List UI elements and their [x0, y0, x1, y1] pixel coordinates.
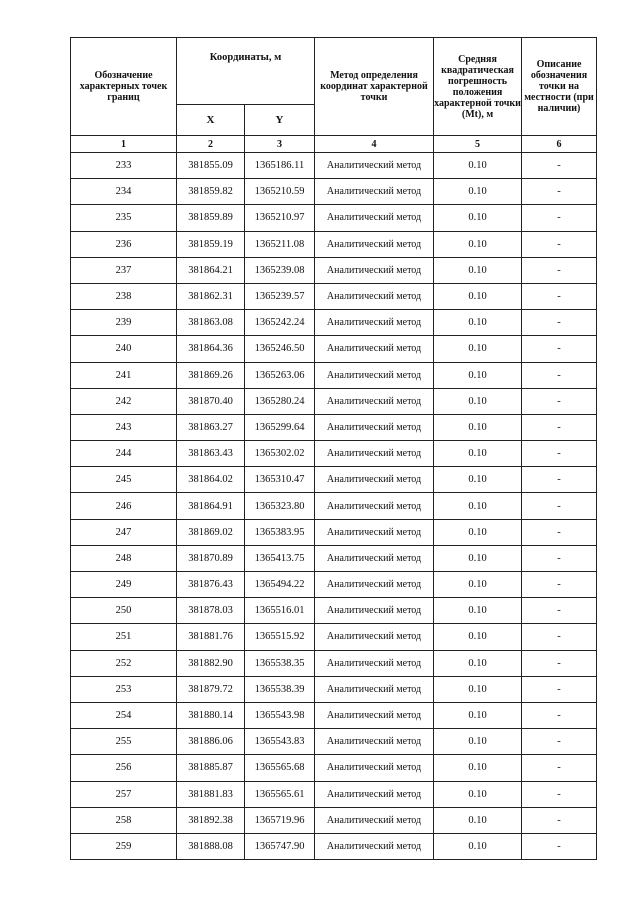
point-designation-cell: 246	[71, 493, 177, 519]
y-coordinate-cell: 1365565.61	[245, 781, 315, 807]
table-row	[71, 467, 597, 493]
point-designation-cell: 245	[71, 467, 177, 493]
header-x: X	[177, 105, 245, 136]
x-coordinate-cell: 381864.21	[177, 257, 245, 283]
method-cell: Аналитический метод	[315, 414, 434, 440]
x-coordinate-cell: 381870.40	[177, 388, 245, 414]
description-cell: -	[522, 153, 597, 179]
method-cell: Аналитический метод	[315, 702, 434, 728]
column-number-3: 3	[245, 136, 315, 153]
point-designation-cell: 237	[71, 257, 177, 283]
y-coordinate-cell: 1365516.01	[245, 598, 315, 624]
coordinates-table	[70, 37, 597, 860]
x-coordinate-cell: 381885.87	[177, 755, 245, 781]
mean-error-cell: 0.10	[434, 729, 522, 755]
x-coordinate-cell: 381864.02	[177, 467, 245, 493]
table-row	[71, 781, 597, 807]
mean-error-cell: 0.10	[434, 598, 522, 624]
point-designation-cell: 239	[71, 310, 177, 336]
table-row	[71, 283, 597, 309]
description-cell: -	[522, 519, 597, 545]
header-method: Метод определения координат характерной точки	[315, 38, 434, 136]
point-designation-cell: 234	[71, 179, 177, 205]
table-row	[71, 676, 597, 702]
table-row	[71, 362, 597, 388]
y-coordinate-cell: 1365210.97	[245, 205, 315, 231]
point-designation-cell: 233	[71, 153, 177, 179]
y-coordinate-cell: 1365302.02	[245, 441, 315, 467]
y-coordinate-cell: 1365280.24	[245, 388, 315, 414]
table-row	[71, 807, 597, 833]
mean-error-cell: 0.10	[434, 257, 522, 283]
table-row	[71, 519, 597, 545]
method-cell: Аналитический метод	[315, 336, 434, 362]
point-designation-cell: 251	[71, 624, 177, 650]
point-designation-cell: 258	[71, 807, 177, 833]
y-coordinate-cell: 1365383.95	[245, 519, 315, 545]
mean-error-cell: 0.10	[434, 781, 522, 807]
mean-error-cell: 0.10	[434, 388, 522, 414]
mean-error-cell: 0.10	[434, 545, 522, 571]
mean-error-cell: 0.10	[434, 702, 522, 728]
y-coordinate-cell: 1365246.50	[245, 336, 315, 362]
x-coordinate-cell: 381863.27	[177, 414, 245, 440]
table-row	[71, 310, 597, 336]
method-cell: Аналитический метод	[315, 598, 434, 624]
x-coordinate-cell: 381888.08	[177, 833, 245, 859]
description-cell: -	[522, 755, 597, 781]
x-coordinate-cell: 381862.31	[177, 283, 245, 309]
method-cell: Аналитический метод	[315, 283, 434, 309]
method-cell: Аналитический метод	[315, 624, 434, 650]
description-cell: -	[522, 362, 597, 388]
x-coordinate-cell: 381878.03	[177, 598, 245, 624]
table-row	[71, 336, 597, 362]
y-coordinate-cell: 1365538.35	[245, 650, 315, 676]
method-cell: Аналитический метод	[315, 310, 434, 336]
x-coordinate-cell: 381886.06	[177, 729, 245, 755]
description-cell: -	[522, 624, 597, 650]
point-designation-cell: 256	[71, 755, 177, 781]
description-cell: -	[522, 702, 597, 728]
table-row	[71, 729, 597, 755]
point-designation-cell: 247	[71, 519, 177, 545]
method-cell: Аналитический метод	[315, 519, 434, 545]
description-cell: -	[522, 414, 597, 440]
point-designation-cell: 253	[71, 676, 177, 702]
point-designation-cell: 235	[71, 205, 177, 231]
method-cell: Аналитический метод	[315, 807, 434, 833]
point-designation-cell: 241	[71, 362, 177, 388]
x-coordinate-cell: 381869.02	[177, 519, 245, 545]
mean-error-cell: 0.10	[434, 283, 522, 309]
table-row	[71, 257, 597, 283]
method-cell: Аналитический метод	[315, 676, 434, 702]
y-coordinate-cell: 1365323.80	[245, 493, 315, 519]
y-coordinate-cell: 1365538.39	[245, 676, 315, 702]
column-number-5: 5	[434, 136, 522, 153]
mean-error-cell: 0.10	[434, 519, 522, 545]
description-cell: -	[522, 231, 597, 257]
method-cell: Аналитический метод	[315, 388, 434, 414]
header-mean-error: Средняя квадратическая погрешность положения характерной точки (Mt), м	[434, 38, 522, 136]
method-cell: Аналитический метод	[315, 781, 434, 807]
point-designation-cell: 238	[71, 283, 177, 309]
table-row	[71, 205, 597, 231]
mean-error-cell: 0.10	[434, 441, 522, 467]
x-coordinate-cell: 381863.08	[177, 310, 245, 336]
description-cell: -	[522, 336, 597, 362]
mean-error-cell: 0.10	[434, 755, 522, 781]
table-row	[71, 388, 597, 414]
x-coordinate-cell: 381870.89	[177, 545, 245, 571]
y-coordinate-cell: 1365515.92	[245, 624, 315, 650]
x-coordinate-cell: 381892.38	[177, 807, 245, 833]
x-coordinate-cell: 381864.91	[177, 493, 245, 519]
point-designation-cell: 259	[71, 833, 177, 859]
header-point-designation: Обозначение характерных точек границ	[71, 38, 177, 136]
table-row	[71, 755, 597, 781]
x-coordinate-cell: 381880.14	[177, 702, 245, 728]
point-designation-cell: 244	[71, 441, 177, 467]
mean-error-cell: 0.10	[434, 493, 522, 519]
mean-error-cell: 0.10	[434, 362, 522, 388]
table-row	[71, 493, 597, 519]
description-cell: -	[522, 781, 597, 807]
description-cell: -	[522, 467, 597, 493]
x-coordinate-cell: 381859.82	[177, 179, 245, 205]
description-cell: -	[522, 493, 597, 519]
table-row	[71, 441, 597, 467]
mean-error-cell: 0.10	[434, 231, 522, 257]
point-designation-cell: 243	[71, 414, 177, 440]
method-cell: Аналитический метод	[315, 153, 434, 179]
description-cell: -	[522, 676, 597, 702]
description-cell: -	[522, 650, 597, 676]
column-number-2: 2	[177, 136, 245, 153]
y-coordinate-cell: 1365211.08	[245, 231, 315, 257]
table-row	[71, 702, 597, 728]
method-cell: Аналитический метод	[315, 257, 434, 283]
point-designation-cell: 250	[71, 598, 177, 624]
y-coordinate-cell: 1365210.59	[245, 179, 315, 205]
table-row	[71, 650, 597, 676]
description-cell: -	[522, 572, 597, 598]
table-row	[71, 545, 597, 571]
method-cell: Аналитический метод	[315, 650, 434, 676]
description-cell: -	[522, 598, 597, 624]
point-designation-cell: 255	[71, 729, 177, 755]
x-coordinate-cell: 381869.26	[177, 362, 245, 388]
header-y: Y	[245, 105, 315, 136]
description-cell: -	[522, 833, 597, 859]
method-cell: Аналитический метод	[315, 833, 434, 859]
mean-error-cell: 0.10	[434, 807, 522, 833]
x-coordinate-cell: 381855.09	[177, 153, 245, 179]
method-cell: Аналитический метод	[315, 179, 434, 205]
description-cell: -	[522, 729, 597, 755]
x-coordinate-cell: 381863.43	[177, 441, 245, 467]
x-coordinate-cell: 381881.83	[177, 781, 245, 807]
y-coordinate-cell: 1365413.75	[245, 545, 315, 571]
method-cell: Аналитический метод	[315, 231, 434, 257]
header-description: Описание обозначения точки на местности (при наличии)	[522, 38, 597, 136]
x-coordinate-cell: 381864.36	[177, 336, 245, 362]
point-designation-cell: 242	[71, 388, 177, 414]
mean-error-cell: 0.10	[434, 414, 522, 440]
column-number-6: 6	[522, 136, 597, 153]
x-coordinate-cell: 381859.89	[177, 205, 245, 231]
description-cell: -	[522, 807, 597, 833]
table-body	[71, 153, 597, 860]
y-coordinate-cell: 1365719.96	[245, 807, 315, 833]
y-coordinate-cell: 1365565.68	[245, 755, 315, 781]
column-number-1: 1	[71, 136, 177, 153]
description-cell: -	[522, 441, 597, 467]
method-cell: Аналитический метод	[315, 467, 434, 493]
point-designation-cell: 249	[71, 572, 177, 598]
method-cell: Аналитический метод	[315, 729, 434, 755]
description-cell: -	[522, 545, 597, 571]
description-cell: -	[522, 179, 597, 205]
method-cell: Аналитический метод	[315, 205, 434, 231]
y-coordinate-cell: 1365239.08	[245, 257, 315, 283]
table-row	[71, 153, 597, 179]
y-coordinate-cell: 1365747.90	[245, 833, 315, 859]
table-row	[71, 414, 597, 440]
x-coordinate-cell: 381876.43	[177, 572, 245, 598]
mean-error-cell: 0.10	[434, 310, 522, 336]
table-row	[71, 179, 597, 205]
description-cell: -	[522, 257, 597, 283]
table-row	[71, 833, 597, 859]
point-designation-cell: 236	[71, 231, 177, 257]
y-coordinate-cell: 1365239.57	[245, 283, 315, 309]
mean-error-cell: 0.10	[434, 467, 522, 493]
mean-error-cell: 0.10	[434, 179, 522, 205]
y-coordinate-cell: 1365543.83	[245, 729, 315, 755]
header-coordinates: Координаты, м	[177, 38, 315, 105]
description-cell: -	[522, 388, 597, 414]
point-designation-cell: 254	[71, 702, 177, 728]
method-cell: Аналитический метод	[315, 362, 434, 388]
x-coordinate-cell: 381879.72	[177, 676, 245, 702]
method-cell: Аналитический метод	[315, 493, 434, 519]
table-row	[71, 624, 597, 650]
mean-error-cell: 0.10	[434, 205, 522, 231]
mean-error-cell: 0.10	[434, 572, 522, 598]
y-coordinate-cell: 1365186.11	[245, 153, 315, 179]
point-designation-cell: 248	[71, 545, 177, 571]
mean-error-cell: 0.10	[434, 336, 522, 362]
mean-error-cell: 0.10	[434, 833, 522, 859]
description-cell: -	[522, 205, 597, 231]
y-coordinate-cell: 1365263.06	[245, 362, 315, 388]
method-cell: Аналитический метод	[315, 572, 434, 598]
mean-error-cell: 0.10	[434, 624, 522, 650]
y-coordinate-cell: 1365242.24	[245, 310, 315, 336]
x-coordinate-cell: 381881.76	[177, 624, 245, 650]
method-cell: Аналитический метод	[315, 441, 434, 467]
y-coordinate-cell: 1365494.22	[245, 572, 315, 598]
y-coordinate-cell: 1365543.98	[245, 702, 315, 728]
y-coordinate-cell: 1365299.64	[245, 414, 315, 440]
table-row	[71, 572, 597, 598]
point-designation-cell: 257	[71, 781, 177, 807]
mean-error-cell: 0.10	[434, 153, 522, 179]
description-cell: -	[522, 310, 597, 336]
table-row	[71, 231, 597, 257]
x-coordinate-cell: 381882.90	[177, 650, 245, 676]
method-cell: Аналитический метод	[315, 755, 434, 781]
point-designation-cell: 240	[71, 336, 177, 362]
mean-error-cell: 0.10	[434, 650, 522, 676]
column-number-4: 4	[315, 136, 434, 153]
point-designation-cell: 252	[71, 650, 177, 676]
mean-error-cell: 0.10	[434, 676, 522, 702]
x-coordinate-cell: 381859.19	[177, 231, 245, 257]
method-cell: Аналитический метод	[315, 545, 434, 571]
description-cell: -	[522, 283, 597, 309]
table-row	[71, 598, 597, 624]
y-coordinate-cell: 1365310.47	[245, 467, 315, 493]
